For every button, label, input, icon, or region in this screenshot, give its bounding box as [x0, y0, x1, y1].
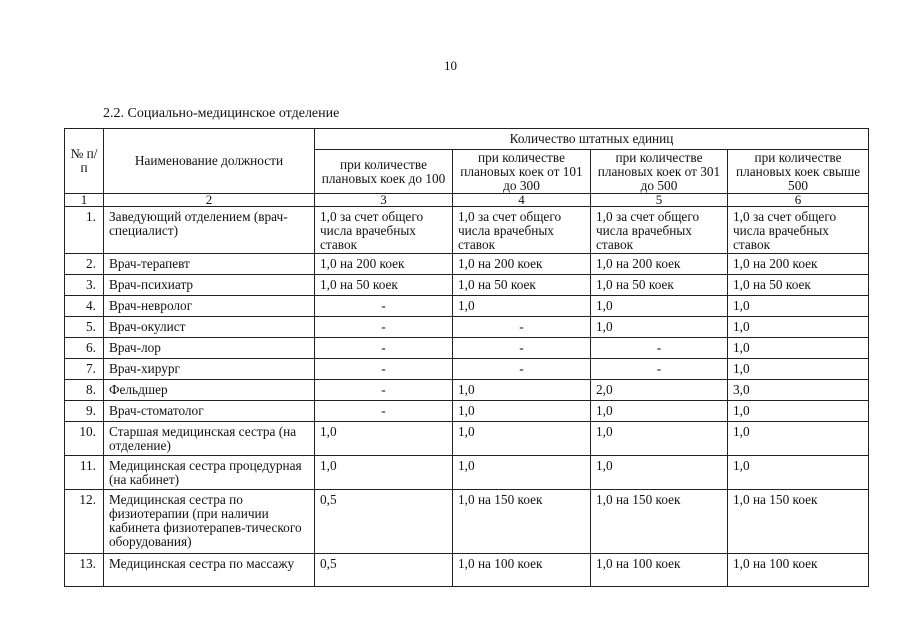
position-name: Врач-хирург	[104, 359, 315, 380]
staff-units-cell: 0,5	[315, 490, 453, 554]
staff-units-cell: 1,0 на 150 коек	[591, 490, 728, 554]
row-number: 2.	[65, 254, 104, 275]
position-name: Врач-психиатр	[104, 275, 315, 296]
position-name: Заведующий отделением (врач-специалист)	[104, 207, 315, 254]
staff-units-cell: 1,0	[728, 359, 869, 380]
staff-units-cell: -	[315, 380, 453, 401]
staff-units-cell: 1,0	[728, 338, 869, 359]
staff-units-cell: -	[591, 338, 728, 359]
staff-units-cell: 1,0 за счет общего числа врачебных ставок	[453, 207, 591, 254]
table-row	[65, 380, 869, 401]
staff-units-cell: 1,0	[315, 422, 453, 456]
position-name: Медицинская сестра по физиотерапии (при наличии кабинета физиотерапев-тического оборудования)	[104, 490, 315, 554]
table-row	[65, 296, 869, 317]
staff-units-cell: 1,0	[591, 317, 728, 338]
header-staff-units: Количество штатных единиц	[315, 129, 869, 150]
position-name: Врач-стоматолог	[104, 401, 315, 422]
table-row	[65, 254, 869, 275]
header-beds-301-500: при количестве плановых коек от 301 до 500	[591, 150, 728, 194]
staff-units-cell: 1,0	[591, 456, 728, 490]
table-row	[65, 422, 869, 456]
row-number: 9.	[65, 401, 104, 422]
staff-units-cell: 1,0 на 100 коек	[591, 554, 728, 587]
staff-units-cell: -	[315, 317, 453, 338]
table-row	[65, 359, 869, 380]
table-row	[65, 456, 869, 490]
row-number: 3.	[65, 275, 104, 296]
row-number: 13.	[65, 554, 104, 587]
staff-units-cell: 1,0	[453, 456, 591, 490]
staff-units-cell: 1,0 на 150 коек	[728, 490, 869, 554]
staff-units-cell: 3,0	[728, 380, 869, 401]
staff-units-cell: 1,0 на 100 коек	[453, 554, 591, 587]
header-position-name: Наименование должности	[104, 129, 315, 194]
position-name: Старшая медицинская сестра (на отделение)	[104, 422, 315, 456]
table-row	[65, 490, 869, 554]
table-row	[65, 338, 869, 359]
staff-units-cell: 1,0	[591, 401, 728, 422]
position-name: Врач-терапевт	[104, 254, 315, 275]
position-name: Фельдшер	[104, 380, 315, 401]
staff-units-cell: 1,0 на 200 коек	[453, 254, 591, 275]
position-name: Врач-лор	[104, 338, 315, 359]
header-beds-over-500: при количестве плановых коек свыше 500	[728, 150, 869, 194]
column-index: 3	[315, 194, 453, 207]
header-beds-up-to-100: при количестве плановых коек до 100	[315, 150, 453, 194]
table-row	[65, 275, 869, 296]
staff-units-cell: -	[591, 359, 728, 380]
staff-units-cell: 1,0	[453, 380, 591, 401]
position-name: Врач-невролог	[104, 296, 315, 317]
staff-units-cell: 1,0	[591, 422, 728, 456]
row-number: 8.	[65, 380, 104, 401]
row-number: 1.	[65, 207, 104, 254]
staff-units-cell: 1,0	[728, 401, 869, 422]
column-index: 5	[591, 194, 728, 207]
staff-units-cell: 1,0	[453, 296, 591, 317]
table-row	[65, 207, 869, 254]
position-name: Врач-окулист	[104, 317, 315, 338]
column-index: 6	[728, 194, 869, 207]
staff-units-cell: 1,0 на 200 коек	[591, 254, 728, 275]
header-beds-101-300: при количестве плановых коек от 101 до 300	[453, 150, 591, 194]
staff-units-cell: 1,0 на 150 коек	[453, 490, 591, 554]
row-number: 10.	[65, 422, 104, 456]
staff-units-cell: 1,0	[453, 422, 591, 456]
row-number: 4.	[65, 296, 104, 317]
table-row	[65, 317, 869, 338]
staff-units-cell: 1,0	[591, 296, 728, 317]
column-index-row	[65, 194, 869, 207]
table-row	[65, 554, 869, 587]
staff-units-cell: 1,0	[728, 296, 869, 317]
staff-units-cell: 1,0 на 50 коек	[591, 275, 728, 296]
header-number: № п/п	[65, 129, 104, 194]
row-number: 5.	[65, 317, 104, 338]
staff-units-cell: 1,0 за счет общего числа врачебных ставок	[728, 207, 869, 254]
row-number: 11.	[65, 456, 104, 490]
staff-units-cell: 0,5	[315, 554, 453, 587]
staff-units-cell: 1,0	[728, 422, 869, 456]
staff-units-cell: -	[315, 338, 453, 359]
staff-units-cell: 1,0 на 50 коек	[315, 275, 453, 296]
column-index: 4	[453, 194, 591, 207]
staff-units-cell: 1,0	[728, 317, 869, 338]
row-number: 7.	[65, 359, 104, 380]
page-number: 10	[444, 58, 457, 73]
row-number: 6.	[65, 338, 104, 359]
column-index: 1	[65, 194, 104, 207]
position-name: Медицинская сестра по массажу	[104, 554, 315, 587]
staff-units-cell: 1,0 на 50 коек	[453, 275, 591, 296]
staff-units-cell: 1,0 на 200 коек	[315, 254, 453, 275]
staff-units-cell: 2,0	[591, 380, 728, 401]
staff-units-cell: -	[315, 401, 453, 422]
staff-units-cell: 1,0 на 100 коек	[728, 554, 869, 587]
staff-units-cell: -	[315, 296, 453, 317]
staff-units-cell: 1,0	[728, 456, 869, 490]
staffing-table	[64, 128, 869, 587]
section-title: 2.2. Социально-медицинское отделение	[103, 106, 340, 121]
staff-units-cell: -	[453, 338, 591, 359]
table-row	[65, 401, 869, 422]
row-number: 12.	[65, 490, 104, 554]
staff-units-cell: 1,0 за счет общего числа врачебных ставок	[315, 207, 453, 254]
staff-units-cell: -	[453, 317, 591, 338]
column-index: 2	[104, 194, 315, 207]
staff-units-cell: -	[315, 359, 453, 380]
staff-units-cell: 1,0 на 50 коек	[728, 275, 869, 296]
staff-units-cell: 1,0 за счет общего числа врачебных ставок	[591, 207, 728, 254]
position-name: Медицинская сестра процедурная (на кабинет)	[104, 456, 315, 490]
staff-units-cell: 1,0	[453, 401, 591, 422]
staff-units-cell: 1,0	[315, 456, 453, 490]
staff-units-cell: -	[453, 359, 591, 380]
staff-units-cell: 1,0 на 200 коек	[728, 254, 869, 275]
